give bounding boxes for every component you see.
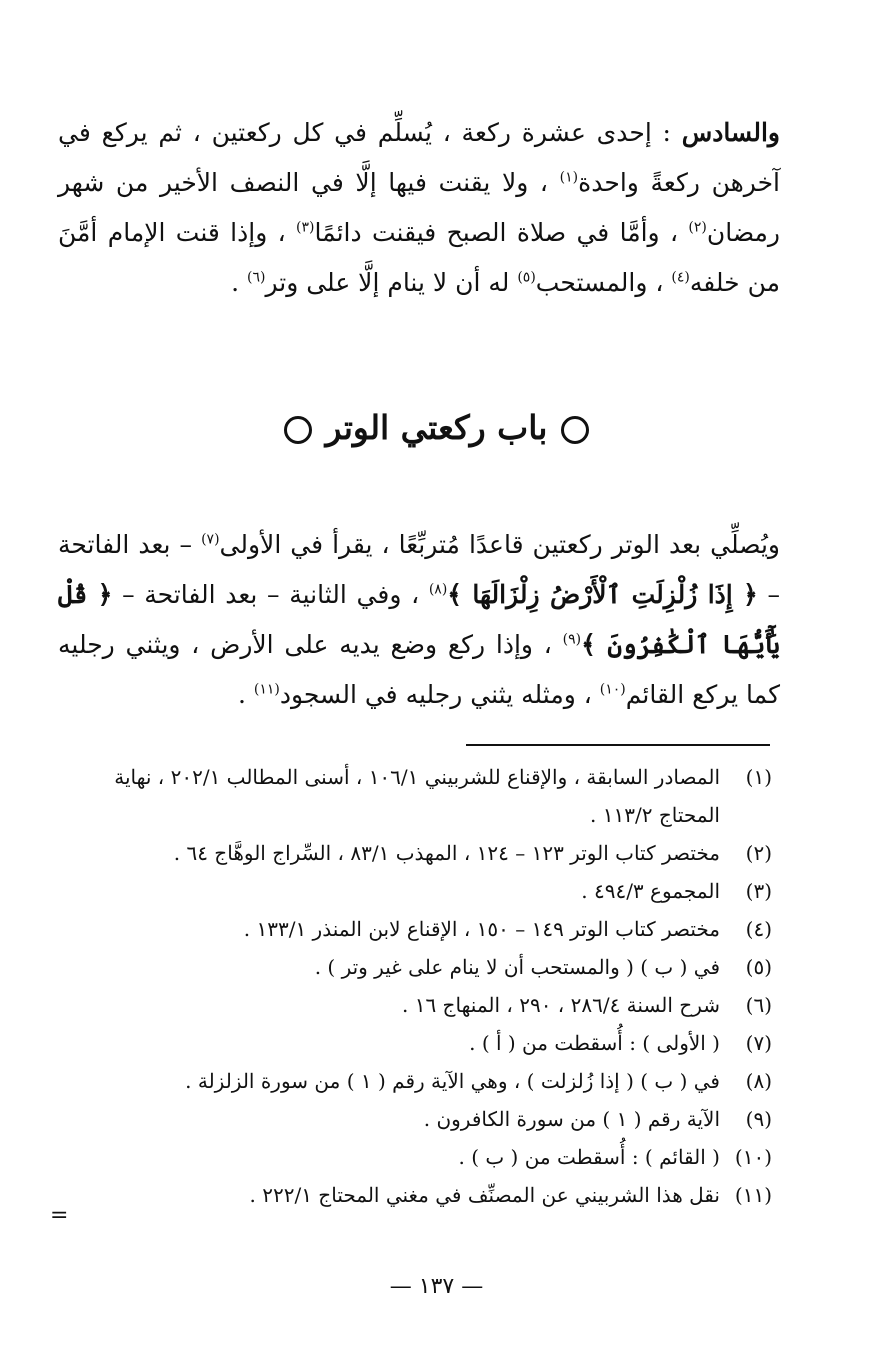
footnote-item <box>50 1024 772 1062</box>
footnote-text: في ( ب ) ( والمستحب أن لا ينام على غير وتر ) . <box>314 955 720 979</box>
footnote-text: المجموع ٤٩٤/٣ . <box>581 879 720 903</box>
footnote-text: مختصر كتاب الوتر ١٢٣ – ١٢٤ ، المهذب ٨٣/١ ، السِّراج الوهَّاج ٦٤ . <box>173 841 720 865</box>
footnote-ref-1[interactable]: (١) <box>559 169 579 186</box>
footnote-text: ( الأولى ) : أُسقطت من ( أ ) . <box>469 1031 720 1055</box>
footnote-number: (٥) <box>745 955 772 979</box>
text-run: ، والمستحب <box>535 268 672 297</box>
footnote-item <box>50 1100 772 1138</box>
footnote-ref-11[interactable]: (١١) <box>253 681 280 698</box>
footnote-number: (١) <box>745 765 772 789</box>
text-run: ، ولا يقنت فيها إلَّا في النصف الأخير من شهر رمضان <box>58 168 780 247</box>
text-run: ويُصلِّي بعد الوتر ركعتين قاعدًا مُتربِّعًا ، يقرأ في الأولى <box>219 530 780 559</box>
footnote-text: نقل هذا الشربيني عن المصنِّف في مغني المحتاج ٢٢٢/١ . <box>249 1183 720 1207</box>
text-run: ، وأمَّا في صلاة الصبح فيقنت دائمًا <box>314 218 689 247</box>
footnote-text: في ( ب ) ( إذا زُلزلت ) ، وهي الآية رقم ( ١ ) من سورة الزلزلة . <box>185 1069 720 1093</box>
footnote-text: مختصر كتاب الوتر ١٤٩ – ١٥٠ ، الإقناع لابن المنذر ١٣٣/١ . <box>243 917 720 941</box>
footnote-number: (١٠) <box>734 1145 772 1169</box>
footnote-item <box>50 910 772 948</box>
footnote-item <box>50 948 772 986</box>
text-run: ، وإذا قنت الإمام أمَّنَ من خلفه <box>58 218 780 297</box>
paragraph-sixth-method <box>58 108 780 308</box>
footnote-number: (٩) <box>745 1107 772 1131</box>
footnote-item <box>50 1176 772 1214</box>
footnote-text: شرح السنة ٢٨٦/٤ ، ٢٩٠ ، المنهاج ١٦ . <box>402 993 720 1017</box>
footnote-number: (٣) <box>745 879 772 903</box>
footnote-ref-4[interactable]: (٤) <box>671 269 690 286</box>
footnotes <box>50 758 772 1214</box>
text-run: له أن لا ينام إلَّا على وتر <box>265 268 518 297</box>
footnote-item <box>50 872 772 910</box>
footnote-item <box>50 1062 772 1100</box>
footnote-number: (٦) <box>745 993 772 1017</box>
footnote-divider <box>466 744 770 746</box>
footnote-ref-9[interactable]: (٩) <box>562 631 582 648</box>
footnote-number: (١١) <box>734 1183 772 1207</box>
text-run: : إحدى عشرة ركعة ، يُسلِّم في كل ركعتين ، ثم يركع في آخرهن ركعةً واحدة <box>58 118 780 197</box>
footnote-number: (٨) <box>745 1069 772 1093</box>
footnote-ref-10[interactable]: (١٠) <box>599 681 626 698</box>
text-run: ، وفي الثانية – بعد الفاتحة – <box>112 580 429 609</box>
footnote-number: (٢) <box>745 841 772 865</box>
footnote-ref-8[interactable]: (٨) <box>428 581 448 598</box>
paragraph-witr-rakahs <box>58 520 780 720</box>
paragraph-lead-word: والسادس <box>681 118 780 147</box>
circle-ornament-icon <box>284 416 312 444</box>
footnote-ref-7[interactable]: (٧) <box>201 531 220 548</box>
quran-verse: ﴿ إِذَا زُلْزِلَتِ ٱلْأَرْضُ زِلْزَالَهَا ﴾ <box>447 580 758 609</box>
page-number: — ١٣٧ — <box>389 1274 484 1299</box>
footnote-ref-2[interactable]: (٢) <box>688 219 707 236</box>
footnote-ref-5[interactable]: (٥) <box>517 269 536 286</box>
footnote-number: (٧) <box>745 1031 772 1055</box>
footnote-number: (٤) <box>745 917 772 941</box>
chapter-heading <box>0 398 873 458</box>
chapter-title: باب ركعتي الوتر <box>325 408 548 447</box>
text-run: . <box>237 680 254 709</box>
quran-verse: ﴿ قُلْ يَٰٓأَيُّهَا ٱلْكَٰفِرُونَ ﴾ <box>58 580 780 659</box>
footnote-ref-3[interactable]: (٣) <box>296 219 315 236</box>
text-run: ، ومثله يثني رجليه في السجود <box>279 680 600 709</box>
text-run: – بعد الفاتحة – <box>58 530 781 609</box>
circle-ornament-icon <box>561 416 589 444</box>
footnote-ref-6[interactable]: (٦) <box>246 269 266 286</box>
footnote-item <box>50 834 772 872</box>
footnote-text: الآية رقم ( ١ ) من سورة الكافرون . <box>423 1107 720 1131</box>
footnote-item <box>50 1138 772 1176</box>
footnote-item <box>50 758 772 834</box>
footnote-text: ( القائم ) : أُسقطت من ( ب ) . <box>458 1145 720 1169</box>
margin-mark: = <box>50 1203 69 1228</box>
footnote-text: المصادر السابقة ، والإقناع للشربيني ١٠٦/١ ، أسنى المطالب ٢٠٢/١ ، نهاية المحتاج ١١٣/٢ . <box>114 765 720 827</box>
text-run: ، وإذا ركع وضع يديه على الأرض ، ويثني رجليه كما يركع القائم <box>58 630 780 709</box>
text-run: . <box>231 268 247 297</box>
footnote-item <box>50 986 772 1024</box>
